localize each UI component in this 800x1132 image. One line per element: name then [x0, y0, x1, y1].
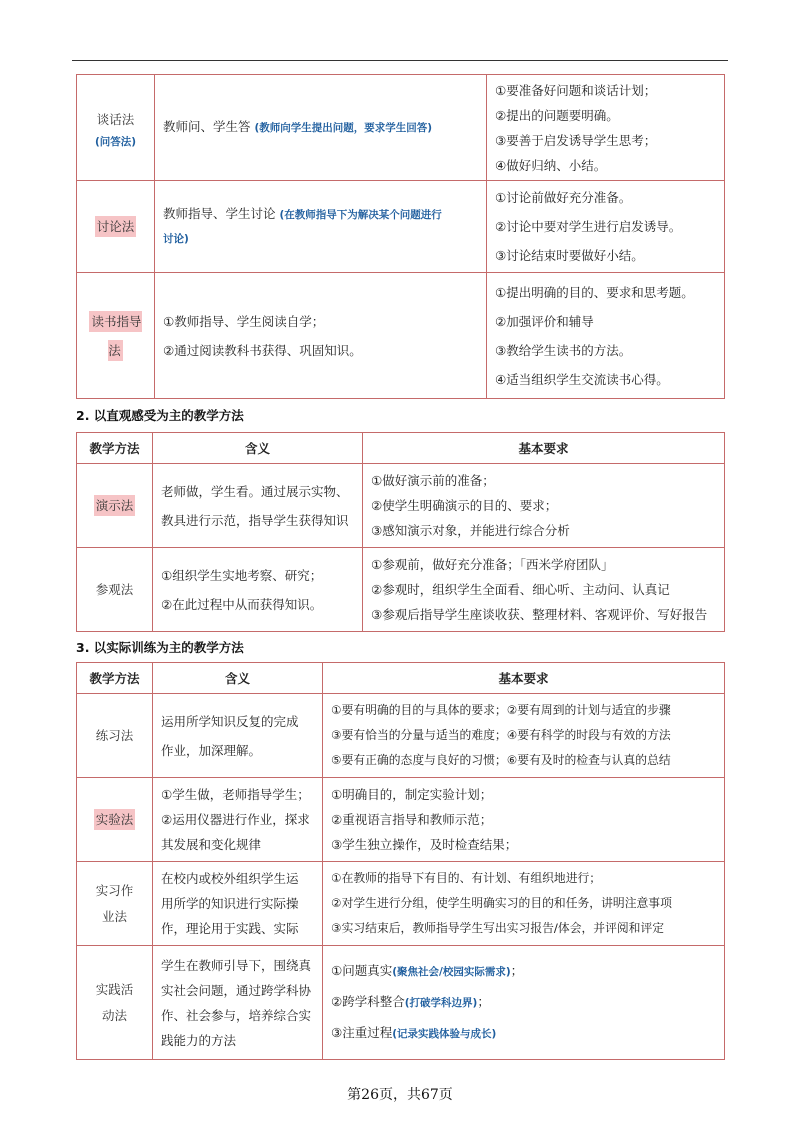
meaning-cell [153, 862, 323, 946]
meaning-line: 学生在教师引导下，围绕真 [161, 957, 312, 973]
requirement-item: ①要有明确的目的与具体的要求；②要有周到的计划与适宜的步骤 [331, 703, 671, 717]
meaning-cell [153, 548, 363, 632]
method-name: 业法 [101, 908, 127, 924]
meaning-line: ②通过阅读教科书获得、巩固知识。 [163, 342, 362, 358]
meaning-line: ①教师指导、学生阅读自学； [163, 313, 325, 329]
column-header: 基本要求 [363, 433, 725, 464]
meaning-cell [155, 181, 487, 273]
meaning-line: 其发展和变化规律 [161, 837, 262, 852]
requirement-item [331, 987, 716, 1018]
table-row [77, 946, 725, 1060]
requirement-main: ②跨学科整合 [331, 994, 405, 1009]
meaning-main: 教师问、学生答 [163, 119, 251, 134]
requirement-item: ②参观时，组织学生全面看、细心听、主动问、认真记 [371, 582, 670, 597]
meaning-line: 践能力的方法 [161, 1032, 237, 1048]
page-number: 第26页，共67页 [347, 1087, 453, 1103]
meaning-line: 在校内或校外组织学生运 [161, 871, 299, 886]
requirement-item: ①要准备好问题和谈话计划； [495, 82, 657, 98]
requirement-item: ③教给学生读书的方法。 [495, 342, 632, 358]
requirement-item: ②加强评价和辅导 [495, 313, 594, 329]
meaning-line: 作业，加深理解。 [161, 742, 262, 758]
requirement-item: ③要有恰当的分量与适当的难度；④要有科学的时段与有效的方法 [331, 728, 671, 742]
method-name: 读书指导法 [89, 311, 141, 361]
requirement-item [331, 956, 716, 987]
meaning-line: 作、社会参与，培养综合实 [161, 1007, 312, 1023]
requirement-item: ②重视语言指导和教师示范； [331, 812, 493, 827]
requirement-item: ③参观后指导学生座谈收获、整理材料、客观评价、写好报告 [371, 607, 708, 622]
requirement-item: ⑤要有正确的态度与良好的习惯；⑥要有及时的检查与认真的总结 [331, 753, 671, 767]
meaning-line: 教具进行示范，指导学生获得知识 [161, 512, 349, 528]
method-name: 实践活 [95, 981, 134, 997]
requirement-note: (聚焦社会/校园实际需求) [392, 966, 511, 978]
section-heading: 3. 以实际训练为主的教学方法 [76, 640, 244, 655]
requirement-tail: ； [477, 994, 490, 1009]
meaning-note: (教师向学生提出问题，要求学生回答) [254, 122, 433, 134]
table-practice-methods [76, 662, 725, 1060]
requirements-cell [323, 778, 725, 862]
requirement-item: ①在教师的指导下有目的、有计划、有组织地进行； [331, 871, 602, 885]
meaning-line: ②运用仪器进行作业，探求 [161, 812, 310, 827]
table-row [77, 694, 725, 778]
method-name-cell [77, 946, 153, 1060]
meaning-line: 作，理论用于实践、实际 [161, 921, 299, 936]
requirement-item: ③讨论结束时要做好小结。 [495, 248, 644, 263]
method-name-cell [77, 75, 155, 181]
column-header: 教学方法 [77, 433, 153, 464]
meaning-note: (在教师指导下为解决某个问题进行 [279, 209, 442, 221]
table-row [77, 778, 725, 862]
requirement-note: (打破学科边界) [404, 997, 478, 1009]
method-name-cell [77, 862, 153, 946]
meaning-line: 用所学的知识进行实际操 [161, 896, 299, 911]
method-name: 实验法 [94, 809, 136, 830]
method-name-cell [77, 273, 155, 399]
requirement-note: (记录实践体验与成长) [392, 1028, 497, 1040]
requirement-item: ③实习结束后，教师指导学生写出实习报告/体会，并评阅和评定 [331, 921, 665, 935]
requirements-cell [363, 548, 725, 632]
method-name: 动法 [101, 1007, 127, 1023]
column-header: 教学方法 [77, 663, 153, 694]
requirements-cell [487, 273, 725, 399]
meaning-line: ①组织学生实地考察、研究； [161, 567, 323, 583]
requirement-item: ②使学生明确演示的目的、要求； [371, 498, 558, 513]
meaning-cell [153, 946, 323, 1060]
requirements-cell [323, 946, 725, 1060]
requirements-cell [323, 694, 725, 778]
table-row [77, 181, 725, 273]
meaning-line: 老师做，学生看。通过展示实物、 [161, 483, 349, 499]
method-name-cell [77, 548, 153, 632]
requirement-item: ②提出的问题要明确。 [495, 107, 619, 123]
method-name-cell [77, 778, 153, 862]
meaning-line: ②在此过程中从而获得知识。 [161, 596, 323, 612]
method-name-cell [77, 181, 155, 273]
requirement-item: ②讨论中要对学生进行启发诱导。 [495, 219, 682, 234]
method-name: 演示法 [94, 495, 136, 516]
requirement-item: ①提出明确的目的、要求和思考题。 [495, 284, 694, 300]
meaning-cell [153, 778, 323, 862]
requirement-item: ①做好演示前的准备； [371, 473, 495, 488]
table-visual-methods [76, 432, 725, 632]
requirements-cell [323, 862, 725, 946]
table-header-row [77, 433, 725, 464]
meaning-line: 运用所学知识反复的完成 [161, 713, 299, 729]
table-header-row [77, 663, 725, 694]
meaning-cell [153, 464, 363, 548]
requirement-main: ③注重过程 [331, 1025, 393, 1040]
requirement-tail: ； [510, 963, 524, 978]
requirements-cell [363, 464, 725, 548]
method-name-cell [77, 694, 153, 778]
table-row [77, 548, 725, 632]
meaning-cell [155, 75, 487, 181]
requirement-item: ④做好归纳、小结。 [495, 157, 607, 173]
meaning-note-cont: 讨论) [163, 233, 189, 245]
table-row [77, 273, 725, 399]
table-language-methods [76, 74, 725, 399]
requirement-item: ①讨论前做好充分准备。 [495, 190, 632, 205]
method-name: 实习作 [95, 882, 134, 898]
requirements-cell [487, 181, 725, 273]
meaning-cell [153, 694, 323, 778]
requirement-item: ①参观前，做好充分准备；「西米学府团队」 [371, 557, 614, 572]
requirement-item: ③感知演示对象，并能进行综合分析 [371, 523, 570, 538]
meaning-main: 教师指导、学生讨论 [163, 206, 276, 221]
requirement-item: ④适当组织学生交流读书心得。 [495, 371, 669, 387]
method-name-cell [77, 464, 153, 548]
requirement-item: ③学生独立操作，及时检查结果； [331, 837, 518, 852]
column-header: 含义 [153, 663, 323, 694]
requirement-main: ①问题真实 [331, 963, 393, 978]
method-alias: (问答法) [94, 136, 137, 148]
header-rule [72, 60, 728, 61]
column-header: 基本要求 [323, 663, 725, 694]
table-row [77, 75, 725, 181]
requirement-item: ①明确目的，制定实验计划； [331, 787, 493, 802]
method-name: 讨论法 [95, 216, 137, 237]
table-row [77, 862, 725, 946]
requirements-cell [487, 75, 725, 181]
table-row [77, 464, 725, 548]
method-name: 谈话法 [96, 112, 135, 127]
meaning-line: ①学生做，老师指导学生； [161, 787, 310, 802]
column-header: 含义 [153, 433, 363, 464]
requirement-item: ②对学生进行分组，使学生明确实习的目的和任务，讲明注意事项 [331, 896, 672, 910]
meaning-cell [155, 273, 487, 399]
method-name: 练习法 [95, 728, 134, 743]
section-heading: 2. 以直观感受为主的教学方法 [76, 408, 244, 423]
meaning-line: 实社会问题，通过跨学科协 [161, 982, 312, 998]
method-name: 参观法 [95, 582, 134, 597]
requirement-item [331, 1018, 716, 1049]
requirement-item: ③要善于启发诱导学生思考； [495, 132, 657, 148]
